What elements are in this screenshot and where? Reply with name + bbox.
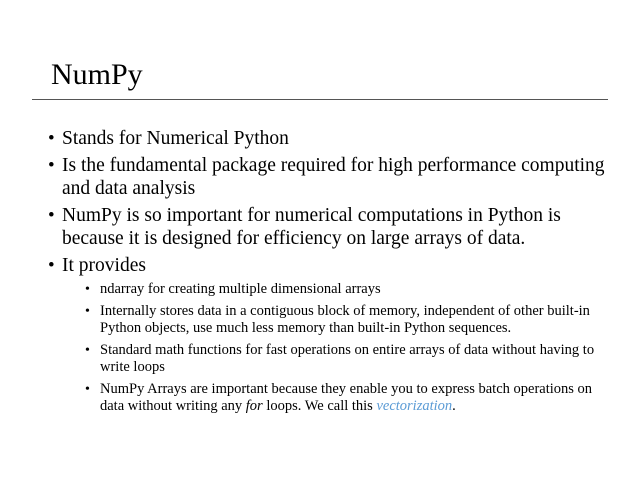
bullet-list <box>48 127 618 420</box>
sub-bullet-item <box>62 342 618 376</box>
sub-bullet-text: Standard math functions for fast operations on entire arrays of data without having to write loops <box>100 342 595 375</box>
title-divider <box>32 99 608 100</box>
bullet-text: It provides <box>62 255 146 276</box>
sub-bullet-list <box>62 281 618 415</box>
emphasis-for: for <box>245 398 263 414</box>
sub-bullet-dot-icon: • <box>85 343 90 358</box>
sub-bullet-item <box>62 303 618 337</box>
vectorization-link[interactable]: vectorization <box>376 398 453 414</box>
sub-bullet-text-part1: NumPy Arrays are important because they enable you to express batch operations on data without writing any <box>100 381 593 414</box>
bullet-text: NumPy is so important for numerical computations in Python is because it is designed for efficiency on large arrays of data. <box>62 205 561 249</box>
sub-bullet-text: Internally stores data in a contiguous block of memory, independent of other built-in Python objects, use much less memory than built-in Python sequences. <box>100 303 590 336</box>
bullet-text: Stands for Numerical Python <box>62 128 289 149</box>
bullet-dot-icon: • <box>48 255 55 276</box>
bullet-dot-icon: • <box>48 205 55 226</box>
sub-bullet-text: ndarray for creating multiple dimensional arrays <box>100 281 381 297</box>
sub-bullet-item <box>62 381 618 415</box>
bullet-dot-icon: • <box>48 155 55 176</box>
bullet-item <box>48 254 618 415</box>
sub-bullet-dot-icon: • <box>85 382 90 397</box>
slide-title: NumPy <box>51 58 143 91</box>
bullet-item <box>48 204 618 250</box>
sub-bullet-text-part2: loops. We call this <box>262 398 377 414</box>
bullet-item <box>48 127 618 150</box>
bullet-item <box>48 154 618 200</box>
sub-bullet-text-end: . <box>452 398 456 414</box>
bullet-dot-icon: • <box>48 128 55 149</box>
bullet-text: Is the fundamental package required for high performance computing and data analysis <box>62 155 605 199</box>
sub-bullet-item <box>62 281 618 298</box>
sub-bullet-dot-icon: • <box>85 304 90 319</box>
sub-bullet-dot-icon: • <box>85 282 90 297</box>
